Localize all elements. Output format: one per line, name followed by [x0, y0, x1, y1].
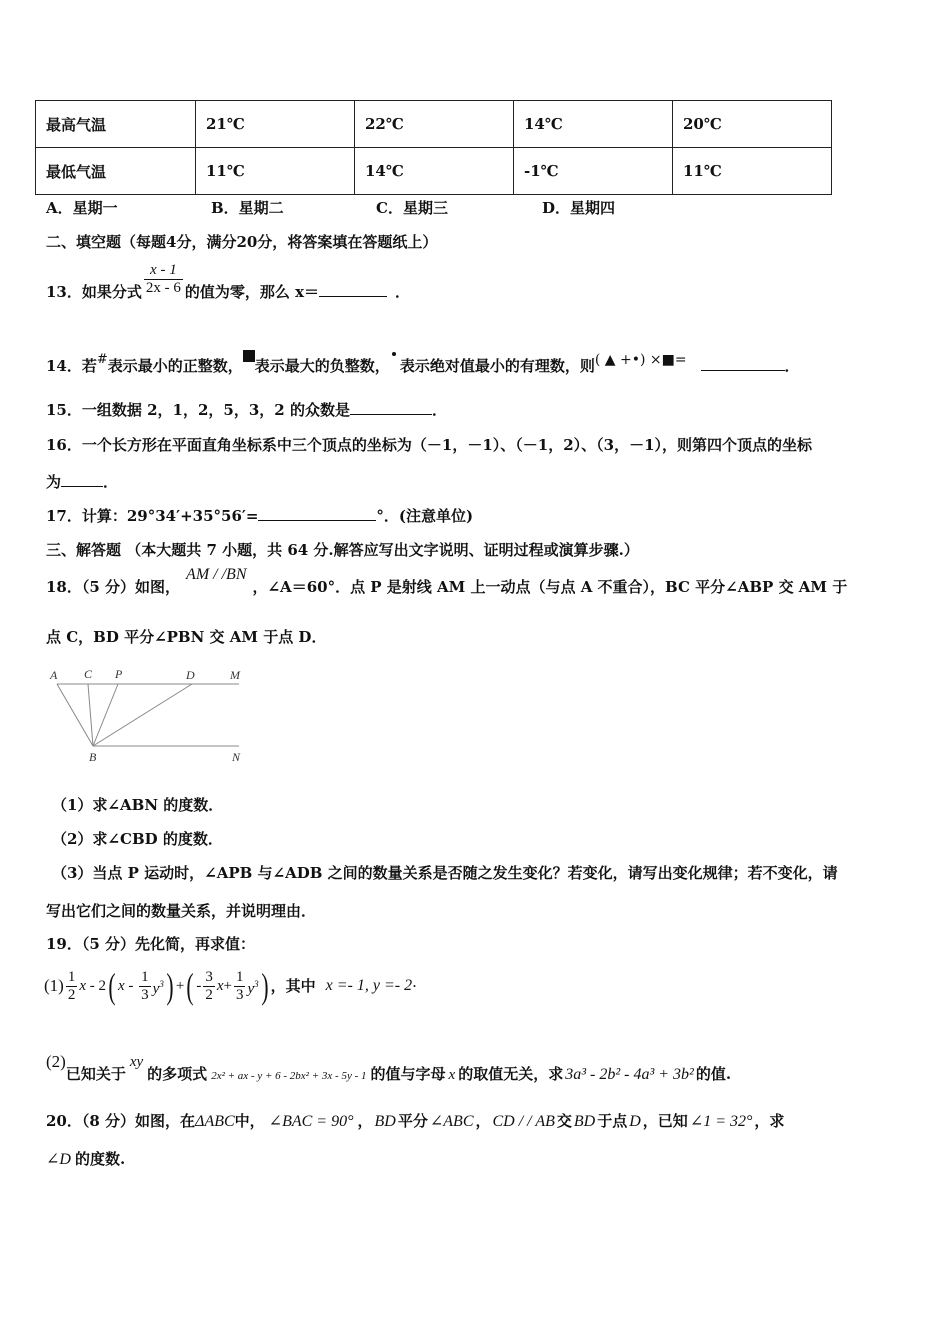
table-cell: 21℃	[196, 101, 355, 148]
label-p: P	[115, 667, 123, 681]
q14-text3: 表示绝对值最小的有理数，则	[399, 357, 595, 375]
label-d: D	[186, 668, 195, 682]
table-row	[36, 101, 832, 148]
question-19-title: 19．（5 分）先化简，再求值：	[46, 935, 256, 953]
question-18-line2: 点 C，BD 平分∠PBN 交 AM 于点 D．	[46, 628, 327, 646]
table-cell: 20℃	[673, 101, 832, 148]
black-square-icon	[243, 350, 255, 362]
row-label: 最低气温	[36, 148, 196, 195]
q13-numerator: x - 1	[144, 262, 183, 280]
frac-1-2: $\frac{1}{2}$	[67, 968, 76, 1003]
hash-symbol: #	[96, 352, 108, 367]
q18-geometry-figure	[44, 664, 254, 768]
frac-1-3: $\frac{1}{3}$	[141, 968, 149, 1003]
q19-part1-cond: x =- 1, y =- 2	[325, 977, 413, 994]
q14-expression: ( ▲ +•) ×■=	[594, 352, 687, 368]
q19-part2-d: 的取值无关，求	[458, 1065, 564, 1083]
q14-end: ．	[784, 357, 800, 375]
option-a: A．星期一	[46, 199, 118, 217]
table-cell: -1℃	[514, 148, 673, 195]
q18-parallel: AM / /BN	[186, 566, 247, 583]
segment-bp	[93, 684, 118, 746]
q20-t6: 于点	[597, 1112, 628, 1130]
q19-part2-x: x	[448, 1067, 456, 1083]
segment-ab	[57, 684, 93, 746]
q20-bd: BD	[374, 1113, 396, 1130]
question-17	[46, 506, 473, 526]
frac-3-2: $\frac{3}{2}$	[205, 968, 213, 1003]
q19-part2-e: 的值.	[695, 1065, 732, 1083]
q20-angle-bac: ∠BAC = 90°	[268, 1113, 354, 1130]
q17-answer-blank	[258, 506, 376, 521]
q18-sub3-line1: （3）当点 P 运动时，∠APB 与∠ADB 之间的数量关系是否随之发生变化？若变化，请写出变化规律；若不变化，请	[52, 864, 838, 882]
temperature-table	[35, 100, 832, 195]
question-15	[46, 400, 447, 420]
q20-t3: 平分	[397, 1112, 428, 1130]
q13-denominator: 2x - 6	[145, 280, 181, 296]
table-cell: 22℃	[355, 101, 514, 148]
q20-angle-1: ∠1 = 32°	[689, 1113, 753, 1130]
q13-answer-blank	[319, 282, 387, 297]
question-20	[46, 1111, 784, 1132]
q20-pre: 20．（8 分）如图，在	[46, 1112, 196, 1130]
question-14	[46, 350, 800, 376]
q18-sub1: （1）求∠ABN 的度数．	[52, 796, 224, 814]
label-c: C	[84, 667, 93, 681]
q19-part2-b: 的多项式	[147, 1065, 208, 1083]
row-label: 最高气温	[36, 101, 196, 148]
q20-angle-d: ∠D	[46, 1151, 71, 1168]
q16-end: ．	[103, 473, 119, 491]
segment-bc	[88, 684, 93, 746]
q14-text2: 表示最大的负整数，	[254, 357, 390, 375]
table-cell: 11℃	[673, 148, 832, 195]
q20-t4: ，	[475, 1112, 491, 1130]
label-a: A	[50, 668, 58, 682]
q15-end: ．	[431, 401, 447, 419]
q14-answer-blank	[701, 356, 785, 371]
option-b: B．星期二	[211, 199, 284, 217]
question-13	[46, 262, 410, 302]
table-cell: 14℃	[355, 148, 514, 195]
table-cell: 11℃	[196, 148, 355, 195]
frac-1-3b: $\frac{1}{3}$	[235, 968, 244, 1003]
table-row	[36, 148, 832, 195]
q13-prefix: 13．如果分式	[46, 283, 142, 301]
question-16-line2	[46, 472, 118, 492]
q20-bd2: BD	[573, 1113, 596, 1130]
dot-icon	[392, 352, 396, 356]
section-heading-solutions: 三、解答题 （本大题共 7 小题，共 64 分.解答应写出文字说明、证明过程或演算步骤.）	[46, 541, 639, 559]
label-m: M	[230, 668, 240, 682]
q14-text1: 表示最小的正整数，	[107, 357, 243, 375]
label-n: N	[232, 750, 241, 764]
q15-answer-blank	[350, 400, 432, 415]
q19-part1-label: (1)	[44, 976, 64, 995]
q19-part2-xy: xy	[129, 1054, 144, 1070]
q20-t2: ，	[357, 1112, 373, 1130]
q14-prefix: 14．若	[46, 357, 97, 375]
q20-t7: ，已知	[642, 1112, 688, 1130]
section-heading-fill-in: 二、填空题（每题4分，满分20分，将答案填在答题纸上）	[46, 233, 438, 251]
q17-end: °．(注意单位)	[376, 507, 474, 525]
q20-line2-text: 的度数.	[74, 1150, 126, 1168]
q20-triangle: ΔABC	[195, 1113, 235, 1130]
q16-prefix: 为	[46, 473, 62, 491]
q19-part2-c: 的值与字母	[370, 1065, 446, 1083]
q18-sub3-line2: 写出它们之间的数量关系，并说明理由．	[46, 902, 317, 920]
q19-part1: (1) $\frac{1}{2}$ x - 2( x - $\frac{1}{3}$ $y^3$) +( - $\frac{3}{2}$ x+ $\frac{1}{3}$ $y^3$) ，其中 x =- 1, y =- 2·	[44, 966, 417, 1006]
option-c: C．星期三	[376, 199, 448, 217]
q18-line1: ，∠A＝60°．点 P 是射线 AM 上一动点（与点 A 不重合），BC 平分∠ABP 交 AM 于	[252, 578, 848, 596]
q20-t5: 交	[556, 1112, 572, 1130]
q19-part2-expr: 3a³ - 2b² - 4a³ + 3b²	[565, 1066, 694, 1083]
q19-part2	[46, 1052, 731, 1086]
q17-text: 17．计算：29°34′+35°56′=	[46, 507, 259, 525]
q20-angle-abc: ∠ABC	[429, 1113, 474, 1130]
q18-sub2: （2）求∠CBD 的度数．	[52, 830, 223, 848]
label-b: B	[89, 750, 97, 764]
q20-t1: 中，	[234, 1112, 265, 1130]
q19-part1-cond-pre: ，其中	[270, 977, 316, 995]
q18-prefix: 18．（5 分）如图，	[46, 578, 181, 596]
q13-end: ．	[395, 283, 411, 301]
q19-part2-a: 已知关于	[65, 1065, 126, 1083]
option-d: D．星期四	[542, 199, 616, 217]
q20-d: D	[629, 1113, 641, 1130]
question-18	[46, 565, 847, 597]
q16-answer-blank	[61, 472, 103, 487]
q19-part2-label: (2)	[46, 1052, 66, 1071]
table-cell: 14℃	[514, 101, 673, 148]
question-20-line2	[46, 1149, 125, 1170]
q13-fraction	[144, 262, 183, 297]
segment-bd	[93, 684, 192, 746]
q20-cd-parallel: CD / / AB	[492, 1113, 555, 1130]
q20-t8: ，求	[754, 1112, 785, 1130]
q13-suffix: 的值为零，那么 x＝	[184, 283, 320, 301]
question-16-line1: 16．一个长方形在平面直角坐标系中三个顶点的坐标为（－1，－1）、（－1，2）、（3，－1），则第四个顶点的坐标	[46, 436, 813, 454]
q19-polynomial: 2x² + ax - y + 6 - 2bx² + 3x - 5y - 1	[211, 1070, 367, 1082]
q15-text: 15．一组数据 2，1，2，5，3，2 的众数是	[46, 401, 350, 419]
